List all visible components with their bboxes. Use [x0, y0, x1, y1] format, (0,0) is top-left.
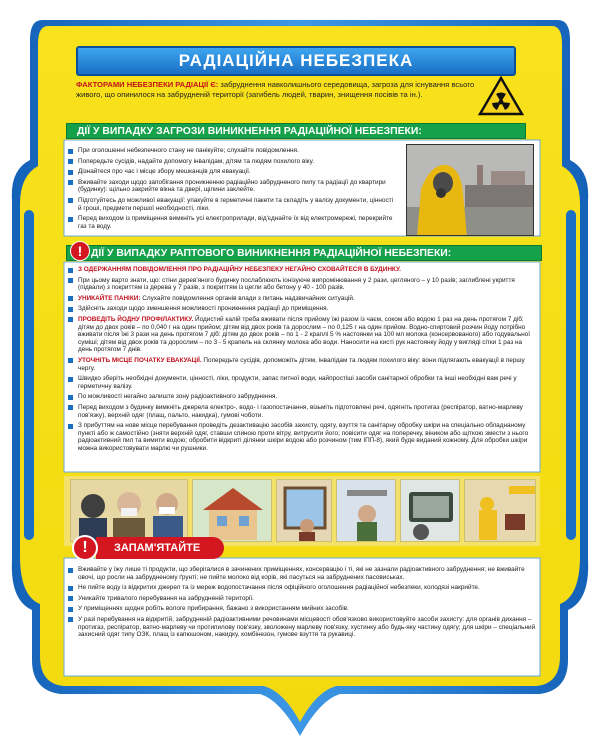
page-title: РАДІАЦІЙНА НЕБЕЗПЕКА	[76, 46, 516, 76]
list-item: Вживайте у їжу лише ті продукти, що зберігалися в зачинених приміщеннях, консервацію і ті, які не зазнали радіоактивного забруднення; не вживайте овочі, що росли на забрудненому ґрунті; не пийте молоко від корів, які пасуться на забруднених пасовиськах.	[68, 566, 538, 581]
remember-heading: ЗАПАМ'ЯТАЙТЕ	[96, 537, 224, 559]
hazard-factors-text: забруднення навколишнього середовища, загроза для існування всього живого, що опинилося на забрудненій території (загибель людей, тварин, знищення посівів та ін.).	[76, 80, 475, 99]
exclamation-icon: !	[70, 241, 90, 261]
hazard-factors-lead: ФАКТОРАМИ НЕБЕЗПЕКИ РАДІАЦІЇ Є:	[76, 80, 219, 89]
list-item: Здійсніть заходи щодо зменшення можливості проникнення радіації до приміщення.	[68, 305, 538, 313]
list-item: Уникайте тривалого перебування на забрудненій території.	[68, 595, 538, 603]
illustration-taps	[336, 479, 396, 542]
list-item: Вживайте заходи щодо запобігання проникненню радіаційно забрудненого пилу та радіації до квартири (будинку): щільно закрийте вікна та двері, щілини заклейте.	[68, 179, 398, 194]
list-item: З прибуттям на нове місце перебування проведіть дезактивацію засобів захисту, одягу, взуття та санітарну обробку шкіри на спеціально обладнаному пункті або ж самостійно (зняти верхній одяг, ставши спиною проти вітру, витрусити його; повісити одяг на поперечку, віником або щіткою змести з нього радіоактивний пил та вимити водою; обробити відкриті ділянки шкіри водою або розчином (тим ІПП-8), який буде виданий кожному. Для обробки шкіри можна використовувати марлю чи рушники.	[68, 422, 538, 452]
radiation-hazard-icon	[478, 76, 524, 116]
list-item: Перед виходом із приміщення вимкніть усі електроприлади, від'єднайте їх від електромережі, перекрийте газ та воду.	[68, 215, 398, 230]
section-sudden-heading: ДІЇ У ВИПАДКУ РАПТОВОГО ВИНИКНЕННЯ РАДІАЦІЙНОЇ НЕБЕЗПЕКИ:	[66, 245, 542, 261]
list-item: У приміщеннях щодня робіть вологе прибирання, бажано з використанням мийних засобів.	[68, 605, 538, 613]
list-item: Перед виходом з будинку вимкніть джерела електро-, водо- і газопостачання, візьміть підготовлені речі, одягніть протигаз (респіратор, ватно-марлеву пов'язку), верхній одяг (плащ, пальто, накидка), гумові чоботи.	[68, 404, 538, 419]
list-item: Попередьте сусідів, надайте допомогу інвалідам, дітям та людям похилого віку.	[68, 158, 398, 166]
illustration-house	[192, 479, 272, 542]
list-item: ПРОВЕДІТЬ ЙОДНУ ПРОФІЛАКТИКУ. Йодистий калій треба вживати після прийому їжі разом із чаєм, соком або водою 1 раз на день протягом 7 діб: дітям до двох років – по 0,040 г на один прийом; дітям від двох років та дорослим – по 0,125 г на один прийом. Водно-спиртовий розчин йоду потрібно вживати після їжі 3 рази на день протягом 7 діб: дітям до двох років – по 1 - 2 краплі 5 % настоянки на 100 мл молока (консервованого) або годувальної суміші; дітям від двох років та дорослим – по 3 - 5 крапель на склянку молока або води. Наносити на кисті рук настоянку йоду у вигляді сітки 1 раз на день протягом 7 днів.	[68, 316, 538, 354]
hazard-factors	[76, 80, 476, 114]
list-item: У разі перебування на відкритій, забрудненій радіоактивними речовинами місцевості обов'язково використовуйте засоби захисту: для органів дихання – протигаз, респіратор, ватно-марлеву чи протипилову пов'язку, зволожену марлеву пов'язку, хустинку або будь-яку частину одягу; для шкіри – спеціальний захисний одяг типу ОЗК, плащ із капюшоном, накидку, комбінезон, гумове взуття та рукавиці.	[68, 616, 538, 639]
list-item: Підготуйтесь до можливої евакуації: упакуйте в герметичні пакети та складіть у валізу документи, цінності й гроші, предмети першої необхідності, ліки.	[68, 197, 398, 212]
illustration-window	[276, 479, 332, 542]
section-threat-list	[68, 147, 398, 233]
illustration-evacuation	[464, 479, 536, 542]
list-item: При цьому варто знати, що: стіни дерев'яного будинку послаблюють іонізуюче випромінювання у 2 рази, цегляного – у 10 разів; заглиблені укриття (підвали) з покриттям із дерева у 7 разів, з покриттям із цегли або бетону у 40 - 100 разів.	[68, 277, 538, 292]
illustration-gas-masks	[70, 479, 188, 542]
list-item: Дізнайтеся про час і місце збору мешканців для евакуації.	[68, 168, 398, 176]
list-item: УТОЧНІТЬ МІСЦЕ ПОЧАТКУ ЕВАКУАЦІЇ. Попередьте сусідів, допоможіть дітям, інвалідам та людям похилого віку: вони підлягають евакуації в першу чергу.	[68, 357, 538, 372]
section-threat-heading: ДІЇ У ВИПАДКУ ЗАГРОЗИ ВИНИКНЕННЯ РАДІАЦІЙНОЇ НЕБЕЗПЕКИ:	[66, 123, 526, 139]
list-item: При оголошенні небезпечного стану не панікуйте; слухайте повідомлення.	[68, 147, 398, 155]
hazmat-worker-photo	[406, 144, 534, 236]
list-item: Швидко зберіть необхідні документи, цінності, ліки, продукти, запас питної води, найпростіші засоби санітарної обробки та інші необхідні вам речі у герметичну валізу.	[68, 375, 538, 390]
list-item: Не пийте воду із відкритих джерел та із мереж водопостачання після офіційного оголошення радіаційної небезпеки, колодязі накрийте.	[68, 584, 538, 592]
illustration-kit	[400, 479, 460, 542]
list-item: По можливості негайно залиште зону радіоактивного забруднення.	[68, 393, 538, 401]
section-sudden-list	[68, 266, 538, 455]
remember-list	[68, 566, 538, 642]
list-item: З ОДЕРЖАННЯМ ПОВІДОМЛЕННЯ ПРО РАДІАЦІЙНУ НЕБЕЗПЕКУ НЕГАЙНО СХОВАЙТЕСЯ В БУДИНКУ.	[68, 266, 538, 274]
exclamation-icon: !	[72, 535, 98, 561]
list-item: УНИКАЙТЕ ПАНІКИ: Слухайте повідомлення органів влади з питань надзвичайних ситуацій.	[68, 295, 538, 303]
